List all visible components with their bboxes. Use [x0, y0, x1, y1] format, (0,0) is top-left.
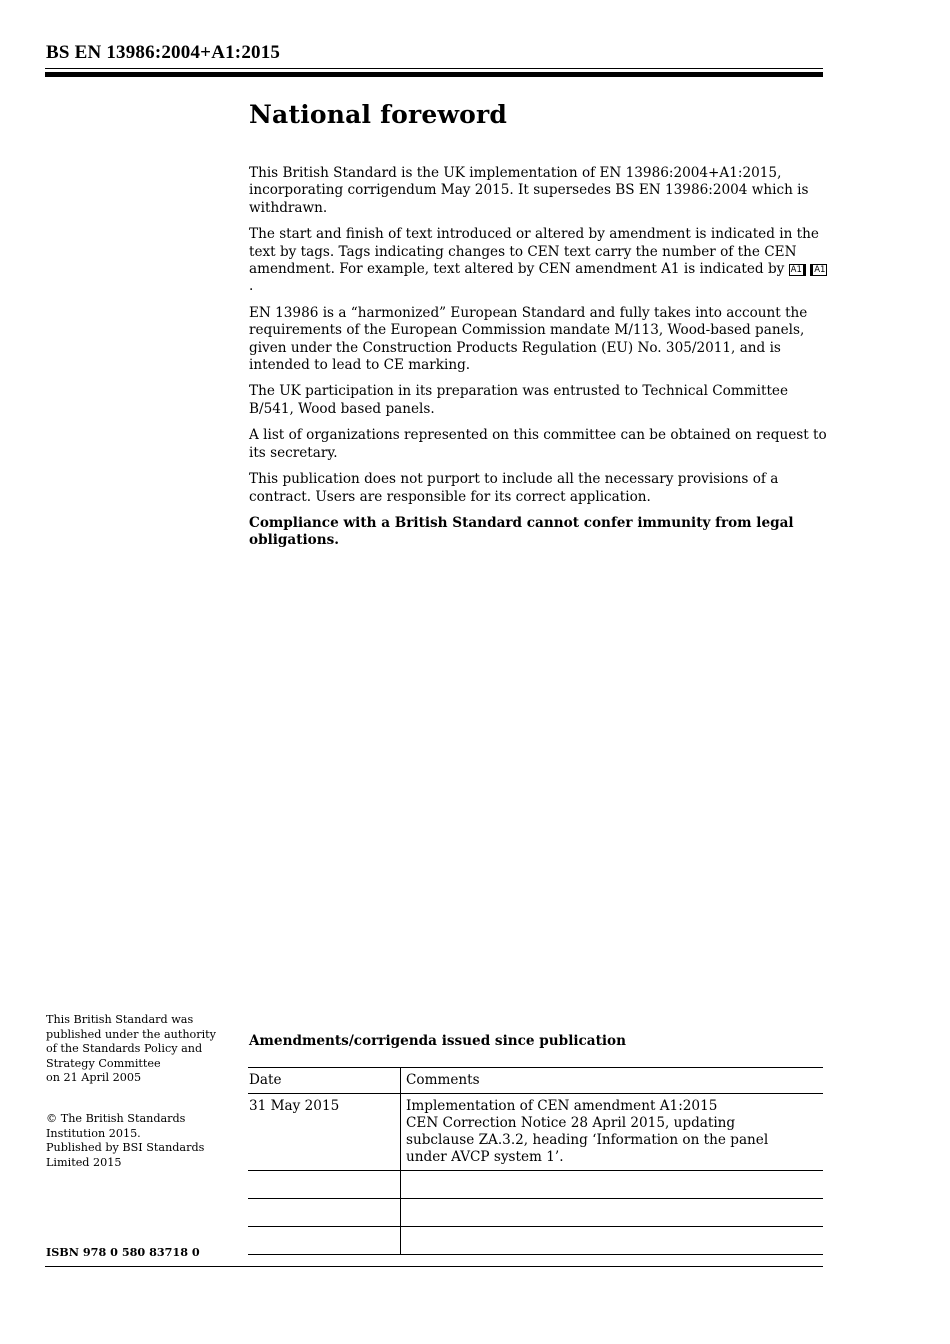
- amendments-table: [248, 1067, 823, 1255]
- publication-line: Strategy Committee: [46, 1056, 161, 1070]
- paragraph-compliance: Compliance with a British Standard cannot confer immunity from legal obligations.: [249, 514, 794, 549]
- comment-line: under AVCP system 1’.: [406, 1149, 564, 1165]
- header-rule-thin: [45, 68, 823, 69]
- amendment-comments: [401, 1094, 824, 1171]
- publication-line: of the Standards Policy and: [46, 1042, 203, 1056]
- table-row: [248, 1094, 823, 1171]
- publication-note: [46, 1013, 231, 1086]
- copyright-note: [46, 1112, 231, 1170]
- header-rule-thick: [45, 72, 823, 77]
- comment-line: CEN Correction Notice 28 April 2015, updating: [406, 1115, 736, 1131]
- column-header-date: Date: [248, 1068, 401, 1094]
- copyright-line: © The British Standards: [46, 1112, 186, 1125]
- foreword-body: [249, 165, 829, 559]
- amendment-tags-text: The start and finish of text introduced or altered by amendment is indicated in the text by tags. Tags indicating changes to CEN text carry the number of the CEN amendment. For example, text altered by CEN amendment A1 is indicated by: [249, 226, 819, 278]
- table-row-empty: [248, 1171, 823, 1199]
- table-row-empty: [248, 1227, 823, 1255]
- comment-line: subclause ZA.3.2, heading ‘Information on the panel: [406, 1132, 769, 1148]
- empty-cell: [248, 1227, 401, 1255]
- paragraph-implementation: This British Standard is the UK implementation of EN 13986:2004+A1:2015, incorporating corrigendum May 2015. It supersedes BS EN 13986:2004 which is withdrawn.: [249, 165, 809, 216]
- paragraph-provisions: This publication does not purport to include all the necessary provisions of a contract. Users are responsible for its correct application.: [249, 471, 779, 505]
- amendment-tags-period: .: [249, 278, 254, 295]
- footer-rule: [45, 1266, 823, 1267]
- amendments-heading: Amendments/corrigenda issued since publication: [249, 1033, 626, 1049]
- amendment-start-tag-icon: A1: [789, 264, 806, 276]
- page-title: National foreword: [249, 100, 508, 129]
- paragraph-amendment-tags: [249, 226, 829, 296]
- paragraph-committee-list: A list of organizations represented on this committee can be obtained on request to its secretary.: [249, 427, 827, 461]
- paragraph-uk-participation: The UK participation in its preparation was entrusted to Technical Committee B/541, Wood based panels.: [249, 383, 788, 417]
- comment-line: Implementation of CEN amendment A1:2015: [406, 1098, 718, 1114]
- publication-line: This British Standard was: [46, 1013, 194, 1026]
- publication-line: on 21 April 2005: [46, 1071, 142, 1085]
- empty-cell: [401, 1227, 824, 1255]
- table-row-empty: [248, 1199, 823, 1227]
- copyright-line: Published by BSI Standards: [46, 1141, 205, 1155]
- document-id: BS EN 13986:2004+A1:2015: [46, 42, 281, 63]
- copyright-line: Institution 2015.: [46, 1126, 141, 1140]
- empty-cell: [401, 1171, 824, 1199]
- empty-cell: [401, 1199, 824, 1227]
- empty-cell: [248, 1199, 401, 1227]
- paragraph-harmonized: EN 13986 is a “harmonized” European Standard and fully takes into account the requirements of the European Commission mandate M/113, Wood-based panels, given under the Construction Products Regulation (EU) No. 305/2011, and is intended to lead to CE marking.: [249, 304, 808, 374]
- amendment-date: 31 May 2015: [248, 1094, 401, 1171]
- amendment-end-tag-icon: A1: [810, 264, 827, 276]
- copyright-line: Limited 2015: [46, 1155, 122, 1169]
- column-header-comments: Comments: [401, 1068, 824, 1094]
- table-header-row: [248, 1068, 823, 1094]
- isbn: ISBN 978 0 580 83718 0: [46, 1245, 200, 1259]
- publication-line: published under the authority: [46, 1027, 216, 1041]
- empty-cell: [248, 1171, 401, 1199]
